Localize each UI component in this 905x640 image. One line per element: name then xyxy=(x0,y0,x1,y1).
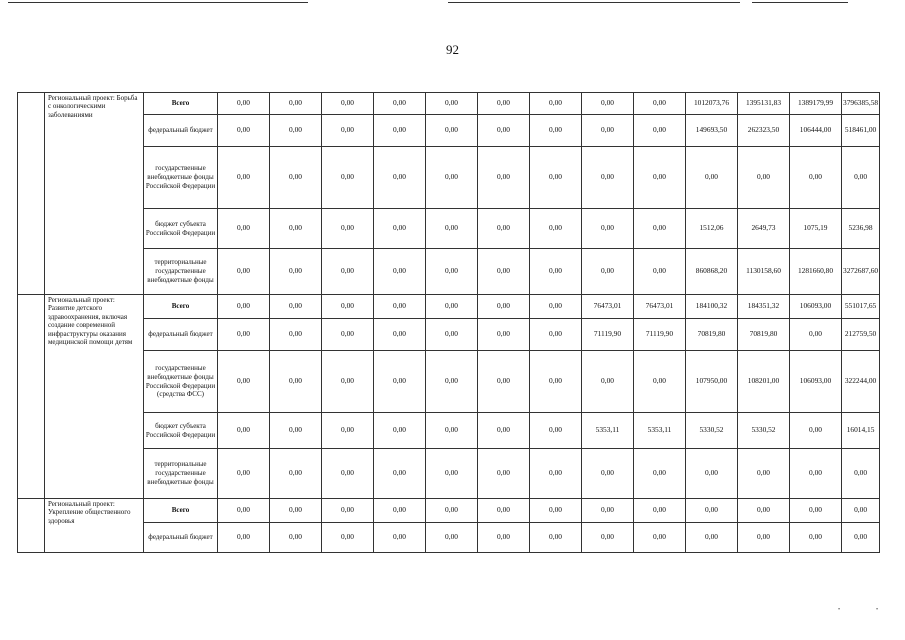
funding-source-cell: федеральный бюджет xyxy=(144,523,218,553)
funding-source-cell: федеральный бюджет xyxy=(144,115,218,147)
value-cell: 0,00 xyxy=(790,319,842,351)
value-cell: 0,00 xyxy=(842,523,880,553)
table-row xyxy=(18,319,880,351)
value-cell: 0,00 xyxy=(374,449,426,499)
top-rule-2 xyxy=(448,2,740,3)
value-cell: 0,00 xyxy=(790,413,842,449)
value-cell: 0,00 xyxy=(426,319,478,351)
value-cell: 0,00 xyxy=(218,319,270,351)
value-cell: 0,00 xyxy=(270,413,322,449)
value-cell: 0,00 xyxy=(478,351,530,413)
table-row xyxy=(18,523,880,553)
value-cell: 0,00 xyxy=(842,499,880,523)
value-cell: 0,00 xyxy=(270,351,322,413)
value-cell: 0,00 xyxy=(790,449,842,499)
value-cell: 0,00 xyxy=(530,499,582,523)
value-cell: 0,00 xyxy=(322,319,374,351)
value-cell: 0,00 xyxy=(634,93,686,115)
value-cell: 106093,00 xyxy=(790,295,842,319)
value-cell: 0,00 xyxy=(582,351,634,413)
value-cell: 0,00 xyxy=(374,295,426,319)
value-cell: 1130158,60 xyxy=(738,249,790,295)
value-cell: 3796385,58 xyxy=(842,93,880,115)
value-cell: 0,00 xyxy=(322,499,374,523)
value-cell: 0,00 xyxy=(270,209,322,249)
value-cell: 322244,00 xyxy=(842,351,880,413)
value-cell: 0,00 xyxy=(374,413,426,449)
value-cell: 76473,01 xyxy=(582,295,634,319)
value-cell: 0,00 xyxy=(322,449,374,499)
value-cell: 0,00 xyxy=(842,449,880,499)
value-cell: 0,00 xyxy=(218,413,270,449)
value-cell: 0,00 xyxy=(582,93,634,115)
value-cell: 1281660,80 xyxy=(790,249,842,295)
funding-source-cell: государственные внебюджетные фонды Российской Федерации xyxy=(144,147,218,209)
value-cell: 212759,50 xyxy=(842,319,880,351)
index-cell xyxy=(18,295,45,499)
value-cell: 0,00 xyxy=(686,499,738,523)
value-cell: 0,00 xyxy=(426,93,478,115)
index-cell xyxy=(18,93,45,295)
top-rule-3 xyxy=(752,2,848,3)
funding-source-cell: бюджет субъекта Российской Федерации xyxy=(144,209,218,249)
value-cell: 0,00 xyxy=(426,249,478,295)
value-cell: 0,00 xyxy=(478,209,530,249)
value-cell: 1075,19 xyxy=(790,209,842,249)
value-cell: 76473,01 xyxy=(634,295,686,319)
value-cell: 0,00 xyxy=(218,249,270,295)
value-cell: 0,00 xyxy=(634,351,686,413)
value-cell: 0,00 xyxy=(582,209,634,249)
value-cell: 860868,20 xyxy=(686,249,738,295)
value-cell: 0,00 xyxy=(530,147,582,209)
value-cell: 0,00 xyxy=(478,523,530,553)
table-row xyxy=(18,249,880,295)
value-cell: 0,00 xyxy=(478,295,530,319)
value-cell: 0,00 xyxy=(374,115,426,147)
value-cell: 0,00 xyxy=(426,115,478,147)
corner-mark-1: • xyxy=(838,607,841,613)
value-cell: 0,00 xyxy=(270,523,322,553)
value-cell: 0,00 xyxy=(270,249,322,295)
value-cell: 0,00 xyxy=(738,449,790,499)
value-cell: 0,00 xyxy=(790,499,842,523)
project-name-cell: Региональный проект: Развитие детского здравоохранения, включая создание современной инфраструктуры оказания медицинской помощи детям xyxy=(45,295,144,499)
value-cell: 0,00 xyxy=(478,413,530,449)
table-row xyxy=(18,147,880,209)
value-cell: 0,00 xyxy=(738,147,790,209)
value-cell: 0,00 xyxy=(218,449,270,499)
value-cell: 0,00 xyxy=(426,449,478,499)
value-cell: 0,00 xyxy=(478,115,530,147)
value-cell: 3272687,60 xyxy=(842,249,880,295)
value-cell: 0,00 xyxy=(218,209,270,249)
value-cell: 0,00 xyxy=(374,319,426,351)
value-cell: 0,00 xyxy=(530,295,582,319)
value-cell: 0,00 xyxy=(582,249,634,295)
funding-source-cell: Всего xyxy=(144,93,218,115)
funding-source-cell: бюджет субъекта Российской Федерации xyxy=(144,413,218,449)
value-cell: 0,00 xyxy=(270,147,322,209)
value-cell: 0,00 xyxy=(270,295,322,319)
table-row xyxy=(18,499,880,523)
value-cell: 0,00 xyxy=(634,523,686,553)
value-cell: 71119,90 xyxy=(582,319,634,351)
value-cell: 70819,80 xyxy=(738,319,790,351)
value-cell: 0,00 xyxy=(530,413,582,449)
value-cell: 0,00 xyxy=(218,523,270,553)
value-cell: 0,00 xyxy=(374,523,426,553)
value-cell: 0,00 xyxy=(322,295,374,319)
value-cell: 0,00 xyxy=(218,295,270,319)
value-cell: 0,00 xyxy=(270,499,322,523)
value-cell: 0,00 xyxy=(322,351,374,413)
value-cell: 0,00 xyxy=(426,351,478,413)
value-cell: 0,00 xyxy=(322,147,374,209)
value-cell: 0,00 xyxy=(478,93,530,115)
value-cell: 0,00 xyxy=(322,93,374,115)
value-cell: 0,00 xyxy=(686,449,738,499)
value-cell: 0,00 xyxy=(686,523,738,553)
value-cell: 0,00 xyxy=(842,147,880,209)
value-cell: 0,00 xyxy=(426,523,478,553)
value-cell: 0,00 xyxy=(374,249,426,295)
value-cell: 1012073,76 xyxy=(686,93,738,115)
value-cell: 262323,50 xyxy=(738,115,790,147)
value-cell: 0,00 xyxy=(218,93,270,115)
value-cell: 0,00 xyxy=(374,93,426,115)
funding-source-cell: территориальные государственные внебюджетные фонды xyxy=(144,249,218,295)
value-cell: 0,00 xyxy=(530,319,582,351)
value-cell: 0,00 xyxy=(634,499,686,523)
value-cell: 0,00 xyxy=(530,93,582,115)
table-row xyxy=(18,93,880,115)
value-cell: 184100,32 xyxy=(686,295,738,319)
value-cell: 5330,52 xyxy=(686,413,738,449)
value-cell: 0,00 xyxy=(374,147,426,209)
value-cell: 0,00 xyxy=(322,115,374,147)
value-cell: 106093,00 xyxy=(790,351,842,413)
value-cell: 0,00 xyxy=(426,413,478,449)
value-cell: 0,00 xyxy=(218,499,270,523)
page-number: 92 xyxy=(446,42,459,57)
value-cell: 0,00 xyxy=(530,249,582,295)
value-cell: 0,00 xyxy=(738,523,790,553)
value-cell: 0,00 xyxy=(270,449,322,499)
table-row xyxy=(18,295,880,319)
value-cell: 0,00 xyxy=(634,449,686,499)
value-cell: 1395131,83 xyxy=(738,93,790,115)
value-cell: 0,00 xyxy=(478,147,530,209)
value-cell: 5330,52 xyxy=(738,413,790,449)
value-cell: 0,00 xyxy=(322,209,374,249)
value-cell: 0,00 xyxy=(634,249,686,295)
project-name-cell: Региональный проект: Борьба с онкологическими заболеваниями xyxy=(45,93,144,295)
value-cell: 1512,06 xyxy=(686,209,738,249)
value-cell: 0,00 xyxy=(426,147,478,209)
value-cell: 0,00 xyxy=(218,351,270,413)
project-name-cell: Региональный проект: Укрепление общественного здоровья xyxy=(45,499,144,553)
value-cell: 0,00 xyxy=(478,319,530,351)
value-cell: 0,00 xyxy=(530,523,582,553)
value-cell: 0,00 xyxy=(478,249,530,295)
value-cell: 0,00 xyxy=(634,209,686,249)
table-row xyxy=(18,449,880,499)
value-cell: 70819,80 xyxy=(686,319,738,351)
value-cell: 0,00 xyxy=(322,249,374,295)
value-cell: 0,00 xyxy=(374,209,426,249)
value-cell: 149693,50 xyxy=(686,115,738,147)
value-cell: 0,00 xyxy=(270,319,322,351)
table-row xyxy=(18,209,880,249)
funding-source-cell: государственные внебюджетные фонды Российской Федерации (средства ФСС) xyxy=(144,351,218,413)
value-cell: 0,00 xyxy=(270,115,322,147)
value-cell: 0,00 xyxy=(478,449,530,499)
value-cell: 0,00 xyxy=(426,295,478,319)
value-cell: 5236,98 xyxy=(842,209,880,249)
value-cell: 0,00 xyxy=(530,115,582,147)
funding-source-cell: федеральный бюджет xyxy=(144,319,218,351)
value-cell: 107950,00 xyxy=(686,351,738,413)
table-row xyxy=(18,351,880,413)
corner-mark-2: • xyxy=(876,607,879,613)
value-cell: 0,00 xyxy=(426,209,478,249)
funding-source-cell: Всего xyxy=(144,499,218,523)
budget-table xyxy=(17,92,880,553)
value-cell: 0,00 xyxy=(634,147,686,209)
value-cell: 71119,90 xyxy=(634,319,686,351)
value-cell: 0,00 xyxy=(374,351,426,413)
value-cell: 0,00 xyxy=(582,115,634,147)
value-cell: 5353,11 xyxy=(582,413,634,449)
value-cell: 5353,11 xyxy=(634,413,686,449)
value-cell: 0,00 xyxy=(530,351,582,413)
value-cell: 0,00 xyxy=(530,449,582,499)
value-cell: 0,00 xyxy=(322,413,374,449)
value-cell: 0,00 xyxy=(582,147,634,209)
value-cell: 0,00 xyxy=(218,115,270,147)
value-cell: 184351,32 xyxy=(738,295,790,319)
index-cell xyxy=(18,499,45,553)
value-cell: 0,00 xyxy=(790,523,842,553)
value-cell: 108201,00 xyxy=(738,351,790,413)
value-cell: 0,00 xyxy=(790,147,842,209)
value-cell: 0,00 xyxy=(374,499,426,523)
top-rule-1 xyxy=(8,2,308,3)
funding-source-cell: территориальные государственные внебюджетные фонды xyxy=(144,449,218,499)
value-cell: 0,00 xyxy=(270,93,322,115)
value-cell: 0,00 xyxy=(530,209,582,249)
value-cell: 106444,00 xyxy=(790,115,842,147)
value-cell: 0,00 xyxy=(426,499,478,523)
value-cell: 0,00 xyxy=(478,499,530,523)
value-cell: 0,00 xyxy=(218,147,270,209)
value-cell: 0,00 xyxy=(738,499,790,523)
value-cell: 0,00 xyxy=(582,523,634,553)
value-cell: 0,00 xyxy=(634,115,686,147)
table-row xyxy=(18,115,880,147)
value-cell: 0,00 xyxy=(322,523,374,553)
value-cell: 551017,65 xyxy=(842,295,880,319)
value-cell: 2649,73 xyxy=(738,209,790,249)
value-cell: 0,00 xyxy=(686,147,738,209)
value-cell: 0,00 xyxy=(582,449,634,499)
value-cell: 0,00 xyxy=(582,499,634,523)
funding-source-cell: Всего xyxy=(144,295,218,319)
value-cell: 518461,00 xyxy=(842,115,880,147)
value-cell: 1389179,99 xyxy=(790,93,842,115)
table-row xyxy=(18,413,880,449)
value-cell: 16014,15 xyxy=(842,413,880,449)
